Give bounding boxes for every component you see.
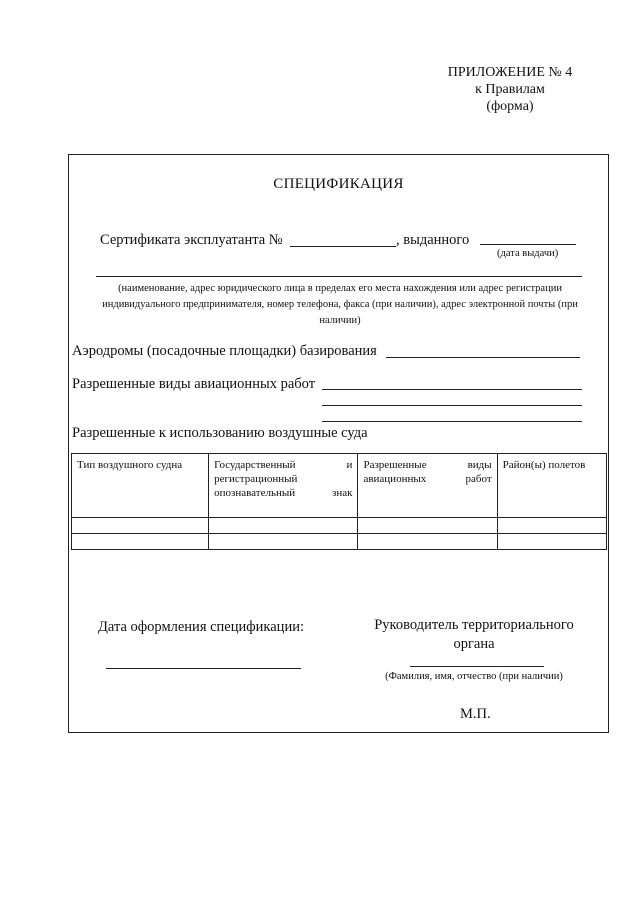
aircraft-table bbox=[71, 453, 607, 550]
organization-field[interactable] bbox=[96, 276, 582, 277]
appendix-number: ПРИЛОЖЕНИЕ № 4 bbox=[447, 65, 573, 80]
table-cell[interactable] bbox=[72, 518, 209, 534]
issued-label: , выданного bbox=[396, 232, 470, 248]
spec-date-label: Дата оформления спецификации: bbox=[98, 619, 304, 635]
document-title: СПЕЦИФИКАЦИЯ bbox=[273, 176, 404, 192]
table-header-type: Тип воздушного судна bbox=[72, 454, 209, 518]
appendix-rules: к Правилам bbox=[475, 82, 545, 97]
head-title bbox=[360, 616, 588, 654]
table-cell[interactable] bbox=[358, 518, 497, 534]
table-header-works: Разрешенные виды авиационных работ bbox=[358, 454, 497, 518]
works-field[interactable] bbox=[322, 389, 582, 390]
table-header-registration: Государственный и регистрационный опознавательный знак bbox=[209, 454, 358, 518]
table-cell[interactable] bbox=[72, 534, 209, 550]
organization-caption-line: (наименование, адрес юридического лица в пределах его места нахождения или адрес регистрации bbox=[118, 283, 562, 294]
table-header-regions: Район(ы) полетов bbox=[497, 454, 606, 518]
table-cell[interactable] bbox=[497, 518, 606, 534]
certificate-number-field[interactable] bbox=[290, 246, 396, 247]
airfields-field[interactable] bbox=[386, 357, 580, 358]
head-title-line: Руководитель территориального bbox=[374, 617, 574, 633]
table-row bbox=[72, 534, 607, 550]
head-title-line: органа bbox=[453, 636, 495, 652]
table-cell[interactable] bbox=[209, 534, 358, 550]
certificate-label: Сертификата эксплуатанта № bbox=[100, 232, 283, 248]
airfields-label: Аэродромы (посадочные площадки) базирования bbox=[72, 343, 377, 359]
organization-caption-line: наличии) bbox=[319, 315, 361, 326]
spec-date-field[interactable] bbox=[106, 668, 301, 669]
table-cell[interactable] bbox=[209, 518, 358, 534]
issue-date-field[interactable] bbox=[480, 244, 576, 245]
issue-date-caption: (дата выдачи) bbox=[497, 248, 559, 259]
works-field-extra[interactable] bbox=[322, 405, 582, 406]
table-cell[interactable] bbox=[358, 534, 497, 550]
head-name-caption: (Фамилия, имя, отчество (при наличии) bbox=[385, 671, 563, 682]
table-header-row bbox=[72, 454, 607, 518]
appendix-form: (форма) bbox=[486, 99, 534, 114]
appendix-header bbox=[420, 64, 600, 115]
organization-caption-line: индивидуального предпринимателя, номер телефона, факса (при наличии), адрес электронной почты (при bbox=[102, 299, 578, 310]
works-field-extra[interactable] bbox=[322, 421, 582, 422]
table-cell[interactable] bbox=[497, 534, 606, 550]
organization-caption bbox=[72, 281, 608, 329]
table-row bbox=[72, 518, 607, 534]
works-label: Разрешенные виды авиационных работ bbox=[72, 376, 316, 392]
head-signature-field[interactable] bbox=[410, 666, 544, 667]
stamp-place: М.П. bbox=[460, 706, 491, 722]
aircraft-label: Разрешенные к использованию воздушные суда bbox=[72, 425, 368, 441]
